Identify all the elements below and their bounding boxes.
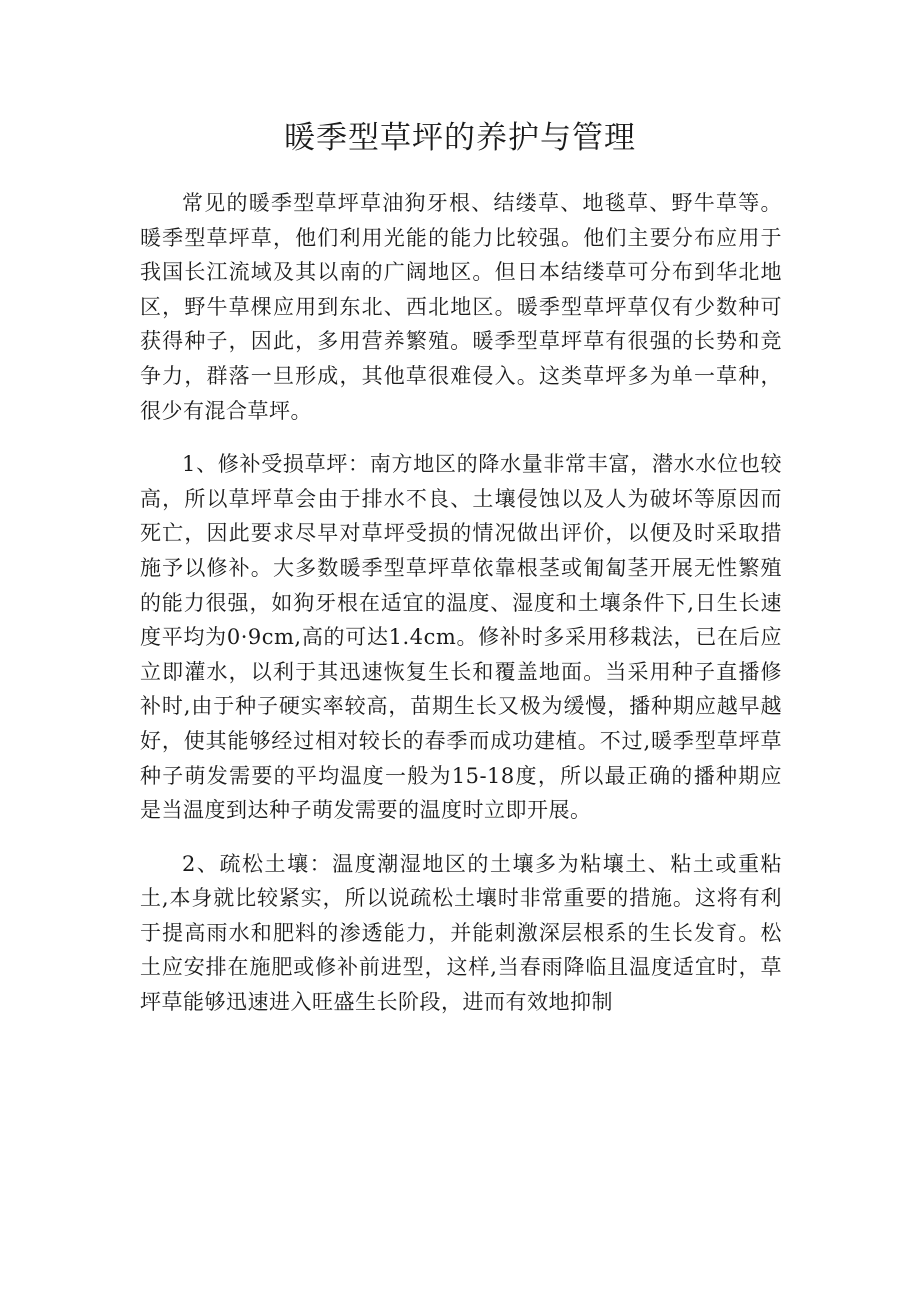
- document-title: 暖季型草坪的养护与管理: [284, 120, 636, 156]
- paragraph-loosen-soil: 2、疏松土壤：温度潮湿地区的土壤多为粘壤土、粘土或重粘土,本身就比较紧实，所以说疏松土壤时非常重要的措施。这将有利于提高雨水和肥料的渗透能力，并能刺激深层根系的生长发育。松土应安排在施肥或修补前进型，这样,当春雨降临且温度适宜时，草坪草能够迅速进入旺盛生长阶段，进而有效地抑制: [140, 851, 782, 1015]
- document-body: [140, 186, 782, 1039]
- paragraph-intro: 常见的暖季型草坪草油狗牙根、结缕草、地毯草、野牛草等。暖季型草坪草，他们利用光能的能力比较强。他们主要分布应用于我国长江流域及其以南的广阔地区。但日本结缕草可分布到华北地区，野牛草棵应用到东北、西北地区。暖季型草坪草仅有少数种可获得种子，因此，多用营养繁殖。暖季型草坪草有很强的长势和竞争力，群落一旦形成，其他草很难侵入。这类草坪多为单一草种，很少有混合草坪。: [140, 191, 782, 423]
- paragraph-repair-damaged-lawn: 1、修补受损草坪：南方地区的降水量非常丰富，潜水水位也较高，所以草坪草会由于排水不良、土壤侵蚀以及人为破坏等原因而死亡，因此要求尽早对草坪受损的情况做出评价，以便及时采取措施予以修补。大多数暖季型草坪草依靠根茎或匍匐茎开展无性繁殖的能力很强，如狗牙根在适宜的温度、湿度和土壤条件下,日生长速度平均为0·9cm,高的可达1.4cm。修补时多采用移栽法，已在后应立即灌水，以利于其迅速恢复生长和覆盖地面。当采用种子直播修补时,由于种子硬实率较高，苗期生长又极为缓慢，播种期应越早越好，使其能够经过相对较长的春季而成功建植。不过,暖季型草坪草种子萌发需要的平均温度一般为15-18度，所以最正确的播种期应是当温度到达种子萌发需要的温度时立即开展。: [140, 452, 782, 823]
